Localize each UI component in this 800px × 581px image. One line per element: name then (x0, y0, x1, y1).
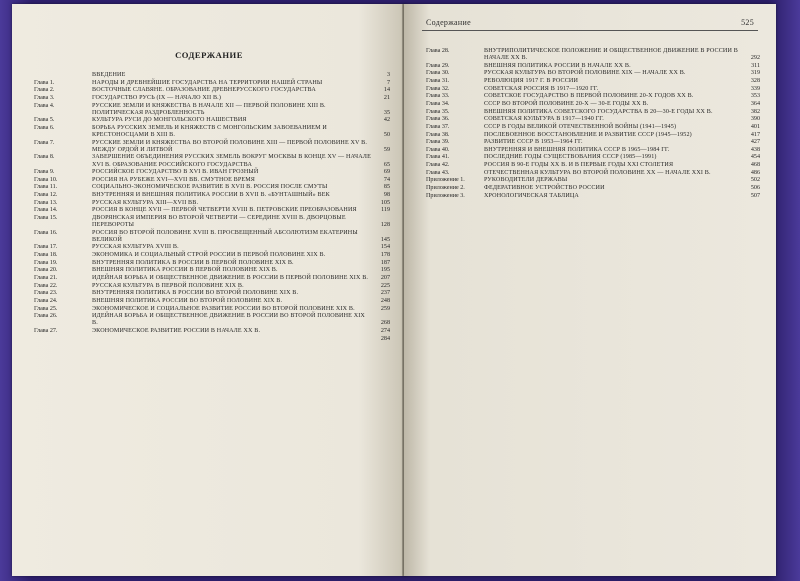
chapter-title: ЗАВЕРШЕНИЕ ОБЪЕДИНЕНИЯ РУССКИХ ЗЕМЕЛЬ ВОКРУГ МОСКВЫ В КОНЦЕ XV — НАЧАЛЕ XVI В. ОБРАЗОВАНИЕ РОССИЙСКОГО ГОСУДАРСТВА (92, 154, 371, 168)
toc-entry (34, 260, 390, 267)
toc-entry (34, 306, 390, 313)
chapter-title: РОССИЙСКОЕ ГОСУДАРСТВО В XVI В. ИВАН ГРОЗНЫЙ (92, 169, 259, 176)
toc-entry (34, 215, 390, 229)
page-ref: 98 (383, 192, 390, 199)
chapter-label: Глава 15. (34, 214, 58, 221)
page-ref: 454 (750, 154, 760, 161)
page-ref: 353 (750, 93, 760, 100)
toc-entry (426, 116, 760, 123)
chapter-title: ВВЕДЕНИЕ (92, 72, 126, 78)
toc-entry (34, 103, 390, 117)
chapter-label: Глава 1. (34, 79, 55, 86)
toc-entry (34, 252, 390, 259)
page-ref: 339 (750, 85, 760, 92)
toc-entry (34, 298, 390, 305)
page-ref: 225 (380, 282, 390, 289)
toc-entry (426, 177, 760, 184)
toc-entry (426, 185, 760, 192)
toc-entry (34, 328, 390, 335)
chapter-label: Приложение 3. (426, 192, 465, 199)
chapter-label: Глава 25. (34, 305, 58, 312)
chapter-label: Глава 28. (426, 48, 450, 54)
toc-entry (426, 109, 760, 116)
chapter-label: Глава 4. (34, 102, 55, 109)
chapter-title: БОРЬБА РУССКИХ ЗЕМЕЛЬ И КНЯЖЕСТВ С МОНГОЛЬСКИМ ЗАВОЕВАНИЕМ И КРЕСТОНОСЦАМИ В XIII В. (92, 124, 327, 139)
page-ref: 105 (380, 199, 390, 206)
chapter-label: Глава 21. (34, 275, 58, 282)
page-ref: 438 (750, 146, 760, 153)
chapter-label: Глава 34. (426, 100, 450, 107)
chapter-title: ПОСЛЕДНИЕ ГОДЫ СУЩЕСТВОВАНИЯ СССР (1985—1991) (484, 154, 657, 161)
chapter-label: Глава 16. (34, 229, 58, 236)
chapter-label: Глава 14. (34, 207, 58, 214)
right-page (404, 4, 776, 576)
chapter-label: Глава 39. (426, 139, 450, 146)
toc-entry (34, 192, 390, 199)
page-ref: 65 (383, 161, 390, 168)
toc-entry (426, 193, 760, 200)
toc-entry (426, 78, 760, 85)
chapter-label: Глава 20. (34, 267, 58, 274)
toc-entry (34, 140, 390, 154)
toc-title: СОДЕРЖАНИЕ (175, 50, 243, 60)
page-ref: 187 (380, 259, 390, 266)
page-ref: 390 (750, 116, 760, 123)
page-ref: 207 (380, 275, 390, 282)
chapter-label: Глава 18. (34, 252, 58, 259)
chapter-label: Глава 11. (34, 184, 58, 191)
chapter-label: Приложение 1. (426, 177, 465, 184)
chapter-title: ВНУТРЕННЯЯ И ВНЕШНЯЯ ПОЛИТИКА РОССИИ В XVII В. «БУНТАШНЫЙ» ВЕК (92, 192, 330, 199)
toc-entry (426, 93, 760, 100)
chapter-title: РУССКАЯ КУЛЬТУРА ВО ВТОРОЙ ПОЛОВИНЕ XIX — НАЧАЛЕ XX В. (484, 70, 686, 77)
toc-entry (34, 313, 390, 327)
toc-entry (426, 63, 760, 70)
page-ref: 328 (750, 78, 760, 85)
chapter-title: РУКОВОДИТЕЛИ ДЕРЖАВЫ (484, 177, 568, 184)
toc-entry (426, 139, 760, 146)
chapter-title: СОВЕТСКАЯ КУЛЬТУРА В 1917—1940 ГГ. (484, 116, 604, 123)
page-ref: 237 (380, 290, 390, 297)
chapter-label: Глава 2. (34, 87, 55, 94)
toc-entry (426, 154, 760, 161)
chapter-title: ХРОНОЛОГИЧЕСКАЯ ТАБЛИЦА (484, 192, 579, 199)
chapter-title: РОССИЯ В КОНЦЕ XVII — ПЕРВОЙ ЧЕТВЕРТИ XVIII В. ПЕТРОВСКИЕ ПРЕОБРАЗОВАНИЯ (92, 207, 357, 214)
chapter-label: Глава 23. (34, 290, 58, 297)
page-ref: 50 (383, 132, 390, 139)
toc-entry (34, 275, 390, 282)
toc-entry (426, 132, 760, 139)
chapter-title: ГОСУДАРСТВО РУСЬ (IX — НАЧАЛО XII В.) (92, 94, 222, 101)
toc-entry (426, 70, 760, 77)
chapter-title: РОССИЯ ВО ВТОРОЙ ПОЛОВИНЕ XVIII В. ПРОСВЕЩЕННЫЙ АБСОЛЮТИЗМ ЕКАТЕРИНЫ ВЕЛИКОЙ (92, 229, 358, 243)
page-ref: 85 (383, 184, 390, 191)
chapter-title: ОТЕЧЕСТВЕННАЯ КУЛЬТУРА ВО ВТОРОЙ ПОЛОВИНЕ XX — НАЧАЛЕ XXI В. (484, 169, 711, 176)
chapter-title: РОССИЯ В 90-Е ГОДЫ XX В. И В ПЕРВЫЕ ГОДЫ XXI СТОЛЕТИЯ (484, 162, 674, 169)
chapter-label: Глава 19. (34, 259, 58, 266)
chapter-title: ВНЕШНЯЯ ПОЛИТИКА РОССИИ ВО ВТОРОЙ ПОЛОВИНЕ XIX В. (92, 297, 283, 304)
chapter-title: ВНУТРЕННЯЯ ПОЛИТИКА В РОССИИ В ПЕРВОЙ ПОЛОВИНЕ XIX В. (92, 259, 294, 266)
chapter-title: ВНУТРЕННЯЯ ПОЛИТИКА В РОССИИ ВО ВТОРОЙ ПОЛОВИНЕ XIX В. (92, 290, 299, 297)
chapter-title: РУССКАЯ КУЛЬТУРА XIII—XVII ВВ. (92, 199, 199, 206)
page-ref: 42 (383, 117, 390, 124)
chapter-title: ВНУТРЕННЯЯ И ВНЕШНЯЯ ПОЛИТИКА СССР В 1965—1984 ГГ. (484, 146, 670, 153)
page-ref: 7 (386, 79, 390, 86)
chapter-title: ВНЕШНЯЯ ПОЛИТИКА РОССИИ В НАЧАЛЕ XX В. (484, 62, 631, 69)
chapter-label: Приложение 2. (426, 184, 465, 191)
page-ref: 382 (750, 108, 760, 115)
chapter-title: КУЛЬТУРА РУСИ ДО МОНГОЛЬСКОГО НАШЕСТВИЯ (92, 117, 247, 124)
toc-entry (34, 230, 390, 244)
chapter-label: Глава 27. (34, 327, 58, 334)
chapter-label: Глава 30. (426, 70, 450, 77)
page-ref: 74 (383, 176, 390, 183)
toc-entry (426, 101, 760, 108)
toc-right-list (426, 48, 760, 200)
page-ref: 427 (750, 139, 760, 146)
toc-entry (426, 124, 760, 131)
page-ref: 154 (380, 244, 390, 251)
page-ref: 468 (750, 162, 760, 169)
chapter-label: Глава 7. (34, 139, 55, 146)
chapter-label: Глава 42. (426, 162, 450, 169)
chapter-label: Глава 5. (34, 117, 55, 124)
page-ref: 502 (750, 177, 760, 184)
toc-entry (34, 154, 390, 168)
toc-entry (34, 336, 390, 343)
chapter-title: НАРОДЫ И ДРЕВНЕЙШИЕ ГОСУДАРСТВА НА ТЕРРИТОРИИ НАШЕЙ СТРАНЫ (92, 79, 323, 86)
chapter-label (34, 336, 92, 343)
page-ref: 21 (383, 94, 390, 101)
chapter-label: Глава 10. (34, 176, 58, 183)
page-ref: 284 (380, 335, 390, 342)
chapter-label: Глава 37. (426, 123, 450, 130)
chapter-label: Глава 31. (426, 78, 450, 85)
chapter-title: ДВОРЯНСКАЯ ИМПЕРИЯ ВО ВТОРОЙ ЧЕТВЕРТИ — СЕРЕДИНЕ XVIII В. ДВОРЦОВЫЕ ПЕРЕВОРОТЫ (92, 214, 346, 229)
page-ref: 311 (751, 62, 760, 69)
page-ref: 3 (386, 72, 390, 78)
chapter-title: РУССКАЯ КУЛЬТУРА В ПЕРВОЙ ПОЛОВИНЕ XIX В. (92, 282, 244, 289)
toc-entry (426, 147, 760, 154)
chapter-label (34, 72, 92, 79)
page-ref: 507 (750, 192, 760, 199)
toc-entry (34, 125, 390, 139)
chapter-title: РУССКИЕ ЗЕМЛИ И КНЯЖЕСТВА ВО ВТОРОЙ ПОЛОВИНЕ XIII — ПЕРВОЙ ПОЛОВИНЕ XV В. МЕЖДУ ОРДОЙ И ЛИТВОЙ (92, 139, 368, 153)
chapter-title: ЭКОНОМИКА И СОЦИАЛЬНЫЙ СТРОЙ РОССИИ В ПЕРВОЙ ПОЛОВИНЕ XIX В. (92, 252, 326, 259)
chapter-title: ИДЕЙНАЯ БОРЬБА И ОБЩЕСТВЕННОЕ ДВИЖЕНИЕ В РОССИИ В ПЕРВОЙ ПОЛОВИНЕ XIX В. (92, 275, 369, 282)
chapter-title: ВОСТОЧНЫЕ СЛАВЯНЕ. ОБРАЗОВАНИЕ ДРЕВНЕРУССКОГО ГОСУДАРСТВА (92, 87, 316, 94)
toc-entry (426, 86, 760, 93)
chapter-label: Глава 6. (34, 124, 55, 131)
page-number: 525 (741, 18, 754, 27)
chapter-title: ИДЕЙНАЯ БОРЬБА И ОБЩЕСТВЕННОЕ ДВИЖЕНИЕ В РОССИИ ВО ВТОРОЙ ПОЛОВИНЕ XIX В. (92, 313, 365, 327)
toc-entry (34, 72, 390, 79)
page-ref: 128 (380, 222, 390, 229)
toc-entry (34, 200, 390, 207)
left-page (12, 4, 406, 576)
chapter-title: ВНЕШНЯЯ ПОЛИТИКА СОВЕТСКОГО ГОСУДАРСТВА В 20—30-Е ГОДЫ XX В. (484, 108, 713, 115)
page-ref: 178 (380, 252, 390, 259)
chapter-title: СССР ВО ВТОРОЙ ПОЛОВИНЕ 20-Х — 30-Е ГОДЫ XX В. (484, 100, 649, 107)
chapter-label: Глава 33. (426, 93, 450, 100)
toc-entry (426, 162, 760, 169)
page-ref: 274 (380, 327, 390, 334)
page-ref: 119 (381, 207, 390, 214)
toc-entry (34, 87, 390, 94)
chapter-label: Глава 22. (34, 282, 58, 289)
page-ref: 506 (750, 184, 760, 191)
chapter-label: Глава 24. (34, 297, 58, 304)
chapter-label: Глава 40. (426, 146, 450, 153)
chapter-label: Глава 36. (426, 116, 450, 123)
chapter-title: РУССКИЕ ЗЕМЛИ И КНЯЖЕСТВА В НАЧАЛЕ XII — ПЕРВОЙ ПОЛОВИНЕ XIII В. ПОЛИТИЧЕСКАЯ РАЗДРОБЛЕННОСТЬ (92, 102, 326, 116)
page-ref: 401 (750, 123, 760, 130)
page-ref: 364 (750, 100, 760, 107)
toc-entry (426, 170, 760, 177)
chapter-label: Глава 32. (426, 85, 450, 92)
chapter-label: Глава 9. (34, 169, 55, 176)
toc-entry (34, 207, 390, 214)
chapter-label: Глава 12. (34, 192, 58, 199)
toc-left-list (34, 72, 390, 343)
chapter-title: ЭКОНОМИЧЕСКОЕ РАЗВИТИЕ РОССИИ В НАЧАЛЕ XX В. (92, 327, 261, 334)
toc-entry (34, 117, 390, 124)
chapter-label: Глава 26. (34, 313, 58, 320)
page-ref: 417 (750, 131, 760, 138)
chapter-label: Глава 41. (426, 154, 450, 161)
toc-entry (34, 267, 390, 274)
toc-entry (34, 80, 390, 87)
chapter-title (92, 336, 376, 343)
chapter-title: ВНУТРИПОЛИТИЧЕСКОЕ ПОЛОЖЕНИЕ И ОБЩЕСТВЕННОЕ ДВИЖЕНИЕ В РОССИИ В НАЧАЛЕ XX В. (484, 48, 738, 62)
toc-entry (34, 244, 390, 251)
chapter-title: ВНЕШНЯЯ ПОЛИТИКА РОССИИ В ПЕРВОЙ ПОЛОВИНЕ XIX В. (92, 267, 278, 274)
chapter-label: Глава 38. (426, 131, 450, 138)
toc-entry (34, 290, 390, 297)
chapter-label: Глава 17. (34, 244, 58, 251)
chapter-title: РУССКАЯ КУЛЬТУРА XVIII В. (92, 244, 179, 251)
chapter-title: СОЦИАЛЬНО-ЭКОНОМИЧЕСКОЕ РАЗВИТИЕ В XVII В. РОССИЯ ПОСЛЕ СМУТЫ (92, 184, 328, 191)
page-ref: 59 (383, 146, 390, 153)
toc-entry (34, 184, 390, 191)
chapter-title: РАЗВИТИЕ СССР В 1953—1964 ГГ. (484, 139, 583, 146)
page-ref: 69 (383, 169, 390, 176)
page-ref: 145 (380, 236, 390, 243)
chapter-title: ЭКОНОМИЧЕСКОЕ И СОЦИАЛЬНОЕ РАЗВИТИЕ РОССИИ ВО ВТОРОЙ ПОЛОВИНЕ XIX В. (92, 305, 355, 312)
chapter-title: ПОСЛЕВОЕННОЕ ВОССТАНОВЛЕНИЕ И РАЗВИТИЕ СССР (1945—1952) (484, 131, 692, 138)
toc-entry (34, 283, 390, 290)
toc-entry (34, 177, 390, 184)
page-ref: 195 (380, 267, 390, 274)
page-ref: 14 (383, 87, 390, 94)
chapter-title: РЕВОЛЮЦИЯ 1917 Г. В РОССИИ (484, 78, 579, 85)
chapter-label: Глава 43. (426, 169, 450, 176)
toc-entry (426, 48, 760, 62)
chapter-label: Глава 3. (34, 94, 55, 101)
page-ref: 268 (380, 320, 390, 327)
chapter-label: Глава 29. (426, 62, 450, 69)
page-ref: 248 (380, 297, 390, 304)
toc-entry (34, 169, 390, 176)
toc-entry (34, 95, 390, 102)
chapter-label: Глава 13. (34, 199, 58, 206)
page-ref: 319 (750, 70, 760, 77)
chapter-title: СССР В ГОДЫ ВЕЛИКОЙ ОТЕЧЕСТВЕННОЙ ВОЙНЫ (1941—1945) (484, 123, 677, 130)
page-ref: 292 (750, 55, 760, 62)
running-head: Содержание (426, 18, 471, 27)
page-ref: 35 (383, 109, 390, 116)
chapter-title: РОССИЯ НА РУБЕЖЕ XVI—XVII ВВ. СМУТНОЕ ВРЕМЯ (92, 176, 256, 183)
chapter-label: Глава 8. (34, 154, 55, 161)
page-ref: 486 (750, 169, 760, 176)
chapter-title: СОВЕТСКОЕ ГОСУДАРСТВО В ПЕРВОЙ ПОЛОВИНЕ 20-Х ГОДОВ XX В. (484, 93, 694, 100)
chapter-title: ФЕДЕРАТИВНОЕ УСТРОЙСТВО РОССИИ (484, 184, 605, 191)
chapter-title: СОВЕТСКАЯ РОССИЯ В 1917—1920 ГГ. (484, 85, 599, 92)
chapter-label: Глава 35. (426, 108, 450, 115)
header-rule (422, 30, 758, 31)
page-ref: 259 (380, 305, 390, 312)
